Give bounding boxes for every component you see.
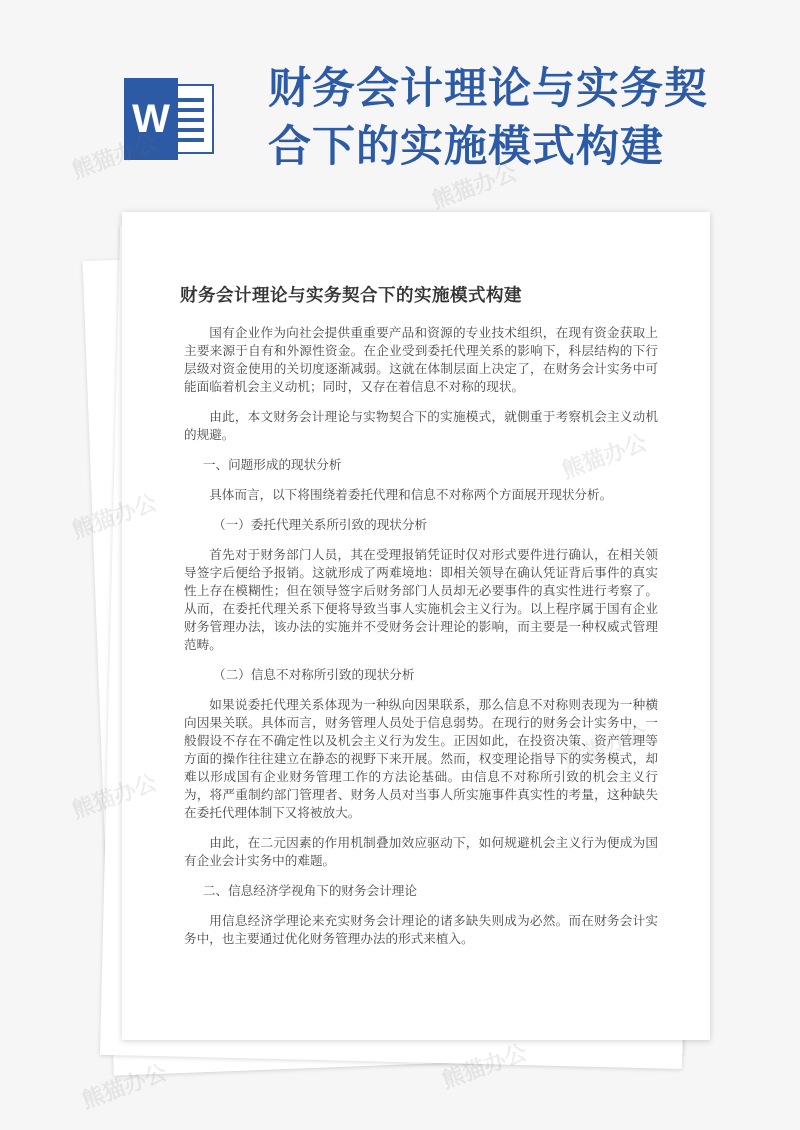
- paragraph: 用信息经济学理论来充实财务会计理论的诸多缺失则成为必然。而在财务会计实务中，也主要通过优化财务管理办法的形式来植入。: [184, 913, 658, 946]
- section-heading: 一、问题形成的现状分析: [202, 457, 342, 472]
- watermark: 熊猫办公: [439, 1040, 531, 1095]
- paragraph: 由此，在二元因素的作用机制叠加效应驱动下，如何规避机会主义行为便成为国有企业会计实务中的难题。: [184, 835, 658, 868]
- paragraph: 由此，本文财务会计理论与实物契合下的实施模式，就側重于考察机会主义动机的规避。: [184, 409, 658, 442]
- subsection-heading: （二）信息不对称所引致的现状分析: [212, 667, 415, 682]
- document-page: [122, 212, 710, 1040]
- watermark: 熊猫办公: [79, 1060, 171, 1115]
- word-w-letter: W: [124, 78, 178, 160]
- word-document-icon: [120, 78, 216, 160]
- section-heading: 二、信息经济学视角下的财务会计理论: [202, 883, 417, 898]
- paragraph: 首先对于财务部门人员，其在受理报销凭证时仅对形式要件进行确认，在相关领导签字后便给予报销。这就形成了两难境地：即相关领导在确认凭证背后事件的真实性上存在模糊性；但在领导签字后财务部门人员却无必要事件的真实性进行考察了。从而，在委托代理关系下便将导致当事人实施机会主义行为。以上程序属于国有企业财务管理办法，该办法的实施并不受财务会计理论的影响，而主要是一种权威式管理范畴。: [184, 547, 658, 652]
- paragraph: 如果说委托代理关系体现为一种纵向因果联系，那么信息不对称则表现为一种横向因果关联。具体而言，财务管理人员处于信息弱势。在现行的财务会计实务中，一般假设不存在不确定性以及机会主义行为发生。正因如此，在投资决策、资产管理等方面的操作往往建立在静态的视野下来开展。然而，权变理论指导下的实务模式，却难以形成国有企业财务管理工作的方法论基础。由信息不对称所引致的机会主义行为，将严重制约部门管理者、财务人员对当事人所实施事件真实性的考量，这种缺失在委托代理体制下又将被放大。: [184, 697, 658, 820]
- document-body: [184, 324, 658, 960]
- paragraph: 国有企业作为向社会提供重重要产品和资源的专业技术组织，在现有资金获取上主要来源于自有和外源性资金。在企业受到委托代理关系的影响下，科层结构的下行层级对资金使用的关切度逐渐减弱。这就在体制层面上决定了，在财务会计实务中可能面临着机会主义动机；同时，又存在着信息不对称的现状。: [184, 325, 658, 394]
- paragraph: 具体而言，以下将围绕着委托代理和信息不对称两个方面展开现状分析。: [209, 487, 613, 502]
- document-title: 财务会计理论与实务契合下的实施模式构建: [180, 286, 522, 306]
- header-banner: [0, 0, 800, 200]
- banner-title: 财务会计理论与实务契合下的实施模式构建: [268, 64, 708, 172]
- watermark: 熊猫办公: [429, 160, 521, 215]
- watermark: 熊猫办公: [69, 130, 161, 185]
- subsection-heading: （一）委托代理关系所引致的现状分析: [212, 517, 428, 532]
